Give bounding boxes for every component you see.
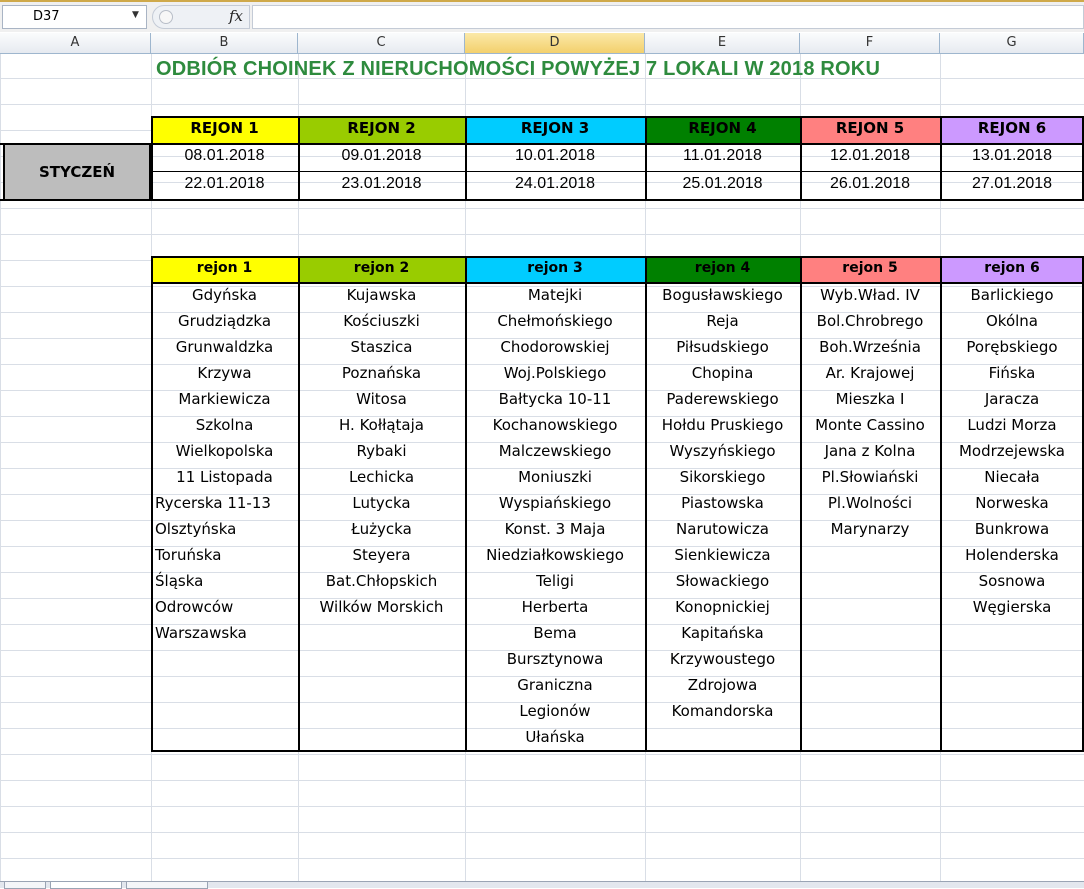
- street-cell[interactable]: Marynarzy: [830, 520, 910, 538]
- cell-border: [940, 116, 942, 201]
- street-cell[interactable]: Reja: [706, 312, 739, 330]
- street-cell[interactable]: Okólna: [985, 312, 1038, 330]
- street-cell[interactable]: Rycerska 11-13: [155, 494, 271, 512]
- region-header-4[interactable]: REJON 4: [645, 116, 800, 143]
- street-cell[interactable]: Krzywa: [197, 364, 252, 382]
- street-cell[interactable]: Wyb.Wład. IV: [820, 286, 920, 304]
- cell-border: [465, 116, 467, 201]
- street-cell[interactable]: Węgierska: [972, 598, 1052, 616]
- street-cell[interactable]: Moniuszki: [518, 468, 592, 486]
- cell-border: [645, 116, 647, 201]
- street-cell[interactable]: Odrowców: [155, 598, 234, 616]
- street-cell[interactable]: Kujawska: [346, 286, 417, 304]
- pickup-date[interactable]: 24.01.2018: [514, 175, 596, 192]
- formula-input[interactable]: [252, 5, 1084, 29]
- column-header-d[interactable]: D: [465, 33, 645, 53]
- month-label: STYCZEŃ: [3, 143, 151, 201]
- street-cell[interactable]: H. Kołłątaja: [339, 416, 424, 434]
- street-cell[interactable]: Grudziądzka: [177, 312, 272, 330]
- street-cell[interactable]: Olsztyńska: [155, 520, 237, 538]
- column-header-e[interactable]: E: [645, 33, 800, 53]
- street-cell[interactable]: Bema: [533, 624, 577, 642]
- street-cell[interactable]: Piłsudskiego: [676, 338, 769, 356]
- street-cell[interactable]: Malczewskiego: [498, 442, 612, 460]
- pickup-date[interactable]: 09.01.2018: [341, 147, 422, 164]
- street-cell[interactable]: Rybaki: [356, 442, 407, 460]
- street-cell[interactable]: Wielkopolska: [175, 442, 274, 460]
- column-header-c[interactable]: C: [298, 33, 465, 53]
- street-cell[interactable]: Mieszka I: [835, 390, 905, 408]
- street-cell[interactable]: Zdrojowa: [687, 676, 758, 694]
- street-cell[interactable]: Gdyńska: [192, 286, 257, 304]
- sheet-tab[interactable]: [4, 882, 46, 889]
- street-cell[interactable]: Pl.Wolności: [827, 494, 913, 512]
- cell-border: [298, 256, 300, 752]
- street-column-header-3[interactable]: rejon 3: [465, 256, 645, 282]
- street-cell[interactable]: Krzywoustego: [669, 650, 776, 668]
- insert-function-button[interactable]: fx: [229, 7, 244, 25]
- street-cell[interactable]: Wilków Morskich: [319, 598, 444, 616]
- street-cell[interactable]: Fińska: [988, 364, 1036, 382]
- street-cell[interactable]: Sienkiewicza: [674, 546, 771, 564]
- cell-border: [151, 282, 1084, 284]
- street-cell[interactable]: Graniczna: [517, 676, 593, 694]
- cell-border: [151, 256, 1084, 258]
- formula-bar: [0, 0, 1084, 32]
- street-cell[interactable]: Norweska: [975, 494, 1049, 512]
- street-cell[interactable]: Witosa: [356, 390, 407, 408]
- cell-border: [151, 116, 153, 201]
- street-cell[interactable]: Kościuszki: [343, 312, 420, 330]
- street-cell[interactable]: Grunwaldzka: [175, 338, 274, 356]
- column-header-f[interactable]: F: [800, 33, 940, 53]
- cell-border: [800, 256, 802, 752]
- street-cell[interactable]: Sosnowa: [978, 572, 1046, 590]
- street-cell[interactable]: Lutycka: [352, 494, 411, 512]
- street-cell[interactable]: Bogusławskiego: [662, 286, 783, 304]
- sheet-tab-active[interactable]: [50, 882, 122, 889]
- street-cell[interactable]: Łużycka: [351, 520, 412, 538]
- street-cell[interactable]: Woj.Polskiego: [503, 364, 607, 382]
- street-cell[interactable]: Śląska: [155, 572, 204, 590]
- street-cell[interactable]: Bat.Chłopskich: [325, 572, 438, 590]
- street-cell[interactable]: Porębskiego: [966, 338, 1058, 356]
- street-cell[interactable]: Matejki: [527, 286, 583, 304]
- cell-border: [298, 116, 300, 201]
- pickup-date[interactable]: 22.01.2018: [184, 175, 265, 192]
- street-column-header-5[interactable]: rejon 5: [800, 256, 940, 282]
- street-cell[interactable]: Ludzi Morza: [967, 416, 1057, 434]
- street-cell[interactable]: Chełmońskiego: [497, 312, 613, 330]
- street-column-header-1[interactable]: rejon 1: [151, 256, 298, 282]
- cell-border: [0, 143, 1084, 145]
- street-cell[interactable]: Ułańska: [525, 728, 585, 746]
- street-cell[interactable]: Pl.Słowiański: [821, 468, 919, 486]
- sheet-title: ODBIÓR CHOINEK Z NIERUCHOMOŚCI POWYŻEJ 7 LOKALI W 2018 ROKU: [156, 58, 881, 80]
- pickup-date[interactable]: 27.01.2018: [971, 175, 1053, 192]
- column-header-b[interactable]: B: [151, 33, 298, 53]
- street-cell[interactable]: Paderewskiego: [666, 390, 779, 408]
- street-cell[interactable]: Sikorskiego: [679, 468, 766, 486]
- street-cell[interactable]: Narutowicza: [676, 520, 769, 538]
- pickup-date[interactable]: 23.01.2018: [341, 175, 422, 192]
- street-cell[interactable]: Warszawska: [155, 624, 247, 642]
- street-cell[interactable]: Toruńska: [155, 546, 222, 564]
- spreadsheet-grid[interactable]: [0, 33, 1084, 881]
- street-cell[interactable]: Chodorowskiej: [500, 338, 610, 356]
- region-header-6[interactable]: REJON 6: [940, 116, 1084, 143]
- street-cell[interactable]: Chopina: [691, 364, 754, 382]
- column-header-a[interactable]: A: [0, 33, 151, 53]
- street-cell[interactable]: Markiewicza: [178, 390, 271, 408]
- street-cell[interactable]: Herberta: [521, 598, 589, 616]
- region-header-5[interactable]: REJON 5: [800, 116, 940, 143]
- street-cell[interactable]: Słowackiego: [675, 572, 770, 590]
- street-cell[interactable]: Kochanowskiego: [492, 416, 618, 434]
- cell-border: [465, 256, 467, 752]
- region-header-3[interactable]: REJON 3: [465, 116, 645, 143]
- street-cell[interactable]: Konst. 3 Maja: [504, 520, 606, 538]
- street-cell[interactable]: Konopnickiej: [675, 598, 770, 616]
- street-cell[interactable]: Lechicka: [348, 468, 415, 486]
- cell-border: [940, 256, 942, 752]
- function-dot-icon: [159, 10, 173, 24]
- street-cell[interactable]: Kapitańska: [681, 624, 764, 642]
- cell-border: [800, 116, 802, 201]
- street-cell[interactable]: Teligi: [536, 572, 574, 590]
- region-header-2[interactable]: REJON 2: [298, 116, 465, 143]
- street-cell[interactable]: Bunkrowa: [974, 520, 1050, 538]
- street-cell[interactable]: Poznańska: [341, 364, 422, 382]
- street-cell[interactable]: Niecała: [984, 468, 1040, 486]
- street-cell[interactable]: 11 Listopada: [176, 468, 273, 486]
- street-cell[interactable]: Monte Cassino: [815, 416, 925, 434]
- street-cell[interactable]: Piastowska: [681, 494, 764, 512]
- pickup-date[interactable]: 10.01.2018: [514, 147, 596, 164]
- pickup-date[interactable]: 25.01.2018: [682, 175, 763, 192]
- street-cell[interactable]: Niedziałkowskiego: [486, 546, 624, 564]
- street-cell[interactable]: Komandorska: [671, 702, 774, 720]
- pickup-date[interactable]: 08.01.2018: [184, 147, 265, 164]
- street-cell[interactable]: Legionów: [519, 702, 591, 720]
- street-cell[interactable]: Modrzejewska: [958, 442, 1065, 460]
- cell-border: [151, 750, 1084, 752]
- street-cell[interactable]: Steyera: [352, 546, 411, 564]
- street-cell[interactable]: Bałtycka 10-11: [498, 390, 612, 408]
- column-header-g[interactable]: G: [940, 33, 1084, 53]
- street-cell[interactable]: Jaracza: [984, 390, 1040, 408]
- street-cell[interactable]: Szkolna: [195, 416, 254, 434]
- street-cell[interactable]: Hołdu Pruskiego: [661, 416, 784, 434]
- formula-controls: [152, 5, 250, 29]
- column-headers: [0, 33, 1084, 54]
- pickup-date[interactable]: 26.01.2018: [829, 175, 911, 192]
- street-column-header-6[interactable]: rejon 6: [940, 256, 1084, 282]
- pickup-date[interactable]: 12.01.2018: [829, 147, 911, 164]
- street-column-header-4[interactable]: rejon 4: [645, 256, 800, 282]
- street-cell[interactable]: Wyszyńskiego: [669, 442, 776, 460]
- name-box-dropdown-icon[interactable]: ▼: [132, 10, 139, 20]
- street-cell[interactable]: Boh.Września: [819, 338, 921, 356]
- pickup-date[interactable]: 13.01.2018: [971, 147, 1053, 164]
- pickup-date[interactable]: 11.01.2018: [683, 147, 762, 164]
- street-cell[interactable]: Bol.Chrobrego: [816, 312, 924, 330]
- street-column-header-2[interactable]: rejon 2: [298, 256, 465, 282]
- cell-border: [645, 256, 647, 752]
- region-header-1[interactable]: REJON 1: [151, 116, 298, 143]
- street-cell[interactable]: Staszica: [350, 338, 413, 356]
- street-cell[interactable]: Wyspiańskiego: [498, 494, 612, 512]
- cell-border: [151, 116, 1084, 118]
- street-cell[interactable]: Barlickiego: [970, 286, 1054, 304]
- street-cell[interactable]: Bursztynowa: [506, 650, 604, 668]
- street-cell[interactable]: Holenderska: [965, 546, 1059, 564]
- cell-border: [151, 171, 1084, 172]
- street-cell[interactable]: Ar. Krajowej: [825, 364, 915, 382]
- cell-border: [0, 199, 1084, 201]
- sheet-tab[interactable]: [126, 882, 208, 889]
- cell-border: [151, 256, 153, 752]
- name-box[interactable]: D37: [2, 5, 147, 29]
- street-cell[interactable]: Jana z Kolna: [824, 442, 916, 460]
